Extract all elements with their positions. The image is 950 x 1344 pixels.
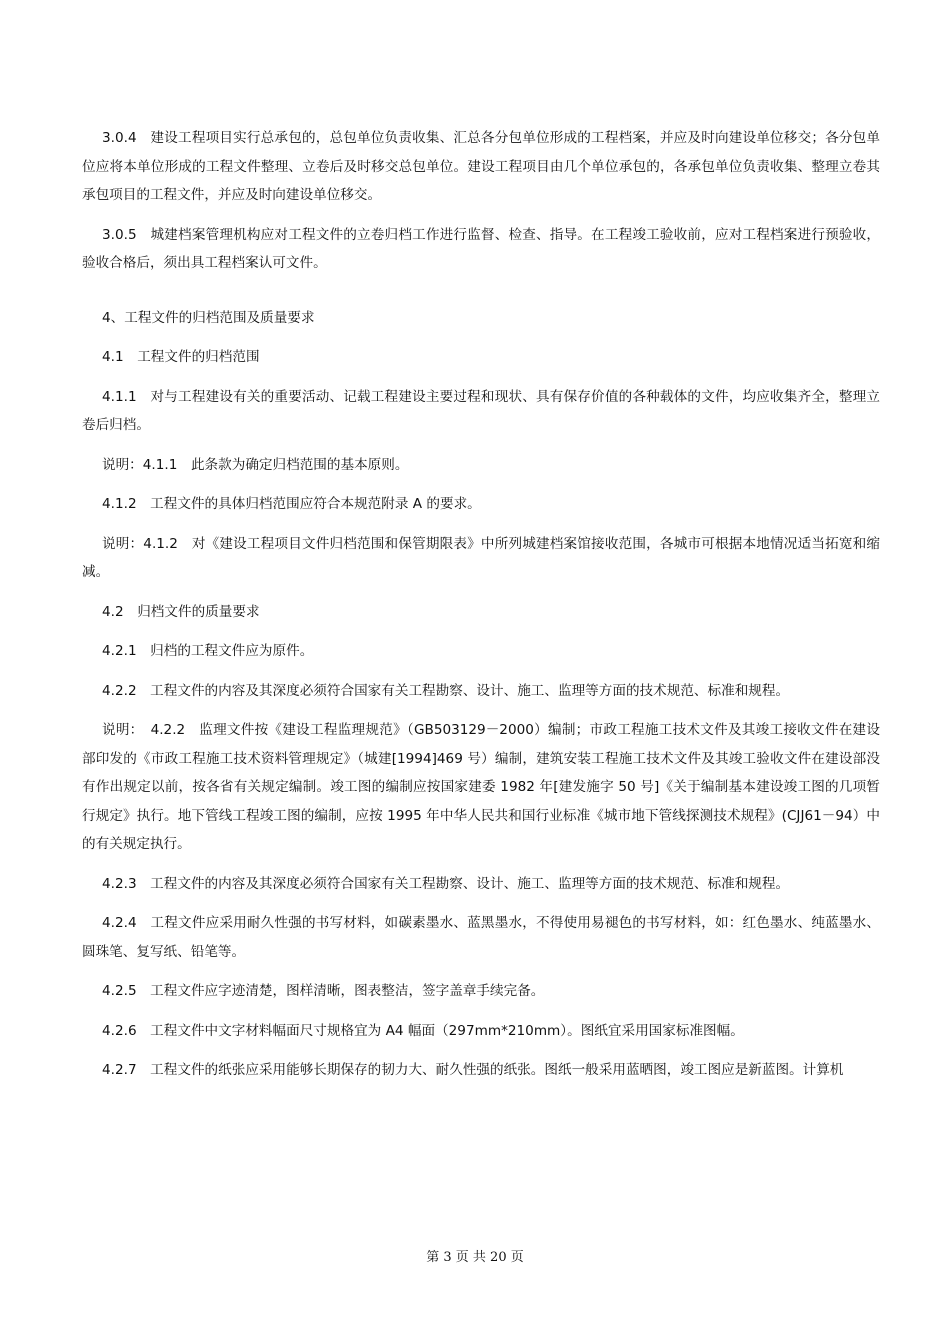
paragraph-4-2-3: 4.2.3 工程文件的内容及其深度必须符合国家有关工程勘察、设计、施工、监理等方面的技术规范、标准和规程。: [102, 875, 790, 892]
paragraph-3-0-4: 3.0.4 建设工程项目实行总承包的，总包单位负责收集、汇总各分包单位形成的工程档案，并应及时向建设单位移交；各分包单位应将本单位形成的工程文件整理、立卷后及时移交总包单位。建设工程项目由几个单位承包的，各承包单位负责收集、整理立卷其承包项目的工程文件，并应及时向建设单位移交。: [82, 130, 880, 203]
section-heading-4: 4、工程文件的归档范围及质量要求: [102, 309, 315, 326]
paragraph-4-1-2: 4.1.2 工程文件的具体归档范围应符合本规范附录 A 的要求。: [102, 496, 481, 512]
paragraph-4-2-6: 4.2.6 工程文件中文字材料幅面尺寸规格宜为 A4 幅面（297mm*210mm）。图纸宜采用国家标准图幅。: [102, 1022, 744, 1039]
paragraph-4-2-2: 4.2.2 工程文件的内容及其深度必须符合国家有关工程勘察、设计、施工、监理等方面的技术规范、标准和规程。: [102, 682, 790, 699]
document-body: [82, 124, 880, 1096]
note-4-1-2: 说明：4.1.2 对《建设工程项目文件归档范围和保管期限表》中所列城建档案馆接收范围，各城市可根据本地情况适当拓宽和缩减。: [82, 535, 880, 580]
note-4-2-2: 说明： 4.2.2 监理文件按《建设工程监理规范》（GB503129－2000）编制；市政工程施工技术文件及其竣工接收文件在建设部印发的《市政工程施工技术资料管理规定》（城建[1994]469 号）编制，建筑安装工程施工技术文件及其竣工验收文件在建设部没有作出规定以前，按各省有关规定编制。竣工图的编制应按国家建委 1982 年[建发施字 50 号]《关于编制基本建设竣工图的几项暂行规定》执行。地下管线工程竣工图的编制，应按 1995 年中华人民共和国行业标准《城市地下管线探测技术规程》(CJJ61－94）中的有关规定执行。: [82, 722, 880, 852]
note-4-1-1: 说明：4.1.1 此条款为确定归档范围的基本原则。: [102, 456, 409, 473]
paragraph-4-1-1: 4.1.1 对与工程建设有关的重要活动、记载工程建设主要过程和现状、具有保存价值的各种载体的文件，均应收集齐全，整理立卷后归档。: [82, 388, 880, 433]
paragraph-3-0-5: 3.0.5 城建档案管理机构应对工程文件的立卷归档工作进行监督、检查、指导。在工程竣工验收前，应对工程档案进行预验收，验收合格后，须出具工程档案认可文件。: [82, 226, 880, 271]
page-footer: 第 3 页 共 20 页: [426, 1250, 524, 1265]
paragraph-4-2-4: 4.2.4 工程文件应采用耐久性强的书写材料，如碳素墨水、蓝黑墨水，不得使用易褪色的书写材料，如：红色墨水、纯蓝墨水、圆珠笔、复写纸、铅笔等。: [82, 915, 880, 960]
paragraph-4-2-7: 4.2.7 工程文件的纸张应采用能够长期保存的韧力大、耐久性强的纸张。图纸一般采用蓝晒图，竣工图应是新蓝图。计算机: [102, 1062, 844, 1078]
section-heading-4-1: 4.1 工程文件的归档范围: [102, 349, 260, 365]
paragraph-4-2-1: 4.2.1 归档的工程文件应为原件。: [102, 643, 314, 659]
section-heading-4-2: 4.2 归档文件的质量要求: [102, 603, 260, 620]
paragraph-4-2-5: 4.2.5 工程文件应字迹清楚，图样清晰，图表整洁，签字盖章手续完备。: [102, 983, 545, 999]
